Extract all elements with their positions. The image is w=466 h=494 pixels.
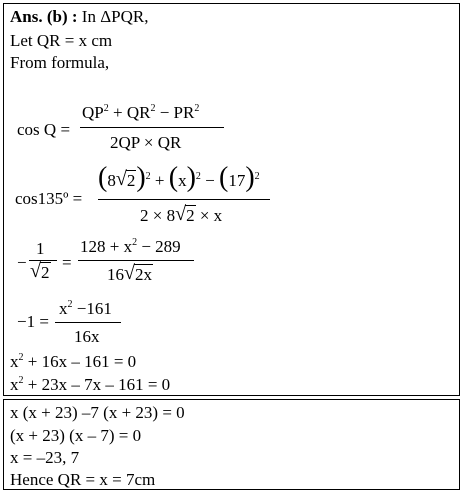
- eq3-right-numerator: $128 + x^2 - 289$: [80, 237, 181, 256]
- let-qr-line: Let QR = x cm: [10, 31, 113, 50]
- eq1-lhs: cos Q =: [17, 120, 71, 139]
- step-factored: (x + 23) (x – 7) = 0: [10, 426, 142, 445]
- answer-intro: In ΔPQR,: [77, 7, 149, 26]
- step-quadratic: $x^2 + 16x - 161 = 0$: [10, 352, 137, 371]
- eq3-equals: =: [62, 253, 72, 272]
- eq3-left-numerator: 1: [36, 239, 45, 258]
- eq2-lhs: cos135º =: [15, 189, 83, 208]
- answer-heading: [10, 8, 148, 25]
- eq1-numerator: $QP^2 + QR^2 - PR^2$: [82, 103, 200, 122]
- eq2-numerator: (8 √ $2)^2 + (x)^2 - (17)^2$: [98, 162, 260, 193]
- eq3-right-denominator: 16 √ 2x: [107, 262, 152, 284]
- eq3-minus: −: [17, 253, 27, 272]
- eq3-left-denominator: √ 2: [30, 260, 50, 282]
- final-answer: Hence QR = x = 7cm: [10, 470, 156, 489]
- from-formula-line: From formula,: [10, 53, 110, 72]
- eq1-denominator: 2QP × QR: [110, 133, 182, 152]
- step-split-middle-term: $x^2 + 23x - 7x - 161 = 0$: [10, 375, 171, 394]
- eq1-fraction-bar: [80, 127, 224, 128]
- eq2-fraction-bar: [98, 199, 270, 200]
- eq4-numerator: $x^2 -161$: [59, 299, 112, 318]
- eq2-denominator: 2 × 8 √ 2 × x: [140, 203, 223, 225]
- eq4-denominator: 16x: [74, 327, 100, 346]
- eq4-fraction-bar: [55, 322, 121, 323]
- eq3-right-fraction-bar: [78, 260, 194, 261]
- answer-label: Ans. (b) :: [10, 7, 78, 26]
- step-factor-common: x (x + 23) –7 (x + 23) = 0: [10, 403, 185, 422]
- step-roots: x = –23, 7: [10, 448, 80, 467]
- eq4-lhs: −1 =: [17, 312, 49, 331]
